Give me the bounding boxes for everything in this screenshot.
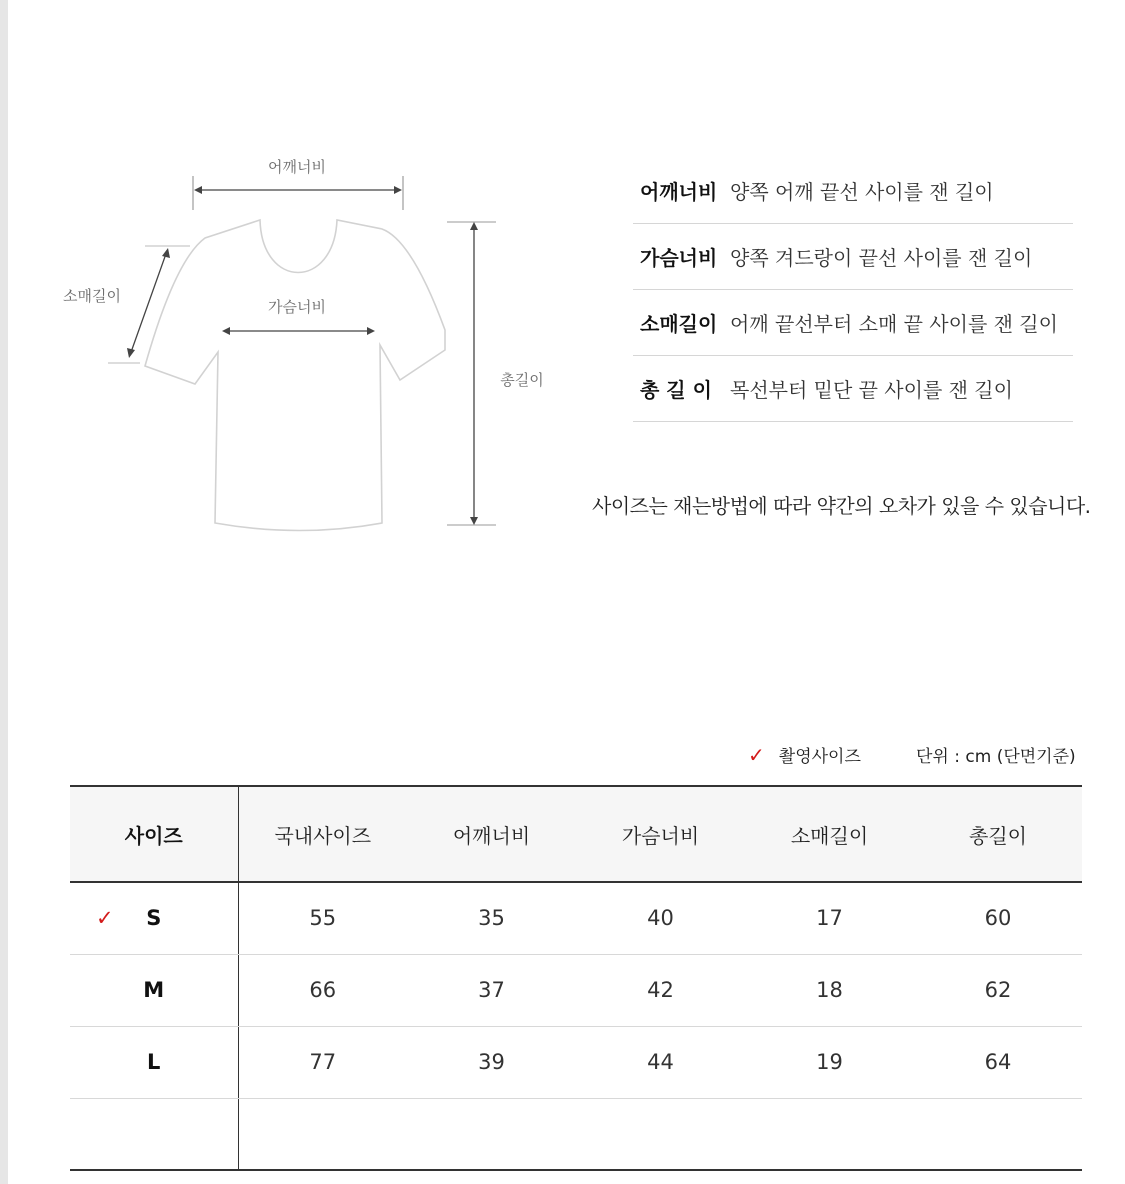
- definition-term: 총 길 이: [640, 378, 712, 402]
- definition-description: 어깨 끝선부터 소매 끝 사이를 잰 길이: [730, 312, 1058, 336]
- sleeve-arrow-top: [162, 248, 170, 258]
- domestic-size-cell: 66: [238, 954, 407, 1026]
- length-cell: [914, 1098, 1082, 1170]
- definition-term: 가슴너비: [640, 246, 718, 270]
- tshirt-measurement-diagram: [0, 0, 600, 560]
- length-arrow-bottom: [470, 517, 478, 525]
- size-cell: [70, 1026, 238, 1098]
- shoulder-arrow-left: [194, 186, 202, 194]
- photo-size-label: 촬영사이즈: [778, 747, 861, 767]
- definition-term: 소매길이: [640, 312, 718, 336]
- check-icon: ✓: [748, 742, 765, 767]
- shoulder-cell: 37: [407, 954, 576, 1026]
- sleeve-arrow-bottom: [127, 348, 135, 358]
- shoulder-arrow-right: [394, 186, 402, 194]
- length-cell: 60: [914, 882, 1082, 954]
- definition-description: 양쪽 겨드랑이 끝선 사이를 잰 길이: [730, 246, 1033, 270]
- size-table: [70, 785, 1082, 1171]
- header-size: 사이즈: [70, 786, 238, 882]
- chest-width-label: 가슴너비: [268, 298, 326, 316]
- definition-description: 목선부터 밑단 끝 사이를 잰 길이: [730, 378, 1013, 402]
- size-cell: [70, 954, 238, 1026]
- shoulder-cell: [407, 1098, 576, 1170]
- table-row: [70, 954, 1082, 1026]
- tshirt-outline: [145, 220, 445, 531]
- table-row: [70, 1026, 1082, 1098]
- sleeve-cell: 18: [745, 954, 914, 1026]
- length-cell: 62: [914, 954, 1082, 1026]
- sleeve-cell: 17: [745, 882, 914, 954]
- header-length: 총길이: [914, 786, 1082, 882]
- check-icon: ✓: [96, 906, 114, 931]
- sleeve-cell: [745, 1098, 914, 1170]
- table-row: [70, 1098, 1082, 1170]
- sleeve-length-line: [130, 251, 167, 355]
- table-row: [70, 882, 1082, 954]
- chest-cell: 44: [576, 1026, 745, 1098]
- length-arrow-top: [470, 222, 478, 230]
- chest-arrow-left: [222, 327, 230, 335]
- domestic-size-cell: 55: [238, 882, 407, 954]
- measurement-definitions: [633, 158, 1073, 422]
- shoulder-cell: 35: [407, 882, 576, 954]
- size-cell: [70, 882, 238, 954]
- size-value: M: [143, 978, 165, 1002]
- size-value: S: [146, 906, 162, 931]
- definition-row: [633, 290, 1073, 356]
- chest-cell: 42: [576, 954, 745, 1026]
- shoulder-cell: 39: [407, 1026, 576, 1098]
- shoulder-width-label: 어깨너비: [268, 158, 326, 176]
- chest-arrow-right: [367, 327, 375, 335]
- table-header-row: [70, 786, 1082, 882]
- definition-term: 어깨너비: [640, 180, 718, 204]
- header-chest: 가슴너비: [576, 786, 745, 882]
- domestic-size-cell: [238, 1098, 407, 1170]
- length-cell: 64: [914, 1026, 1082, 1098]
- definition-row: [633, 224, 1073, 290]
- total-length-label: 총길이: [500, 371, 544, 389]
- domestic-size-cell: 77: [238, 1026, 407, 1098]
- unit-label: 단위 : cm (단면기준): [916, 747, 1076, 767]
- photo-size-legend: [748, 742, 861, 767]
- chest-cell: 40: [576, 882, 745, 954]
- definition-row: [633, 356, 1073, 422]
- sleeve-cell: 19: [745, 1026, 914, 1098]
- header-domestic-size: 국내사이즈: [238, 786, 407, 882]
- header-shoulder: 어깨너비: [407, 786, 576, 882]
- definition-row: [633, 158, 1073, 224]
- size-cell: [70, 1098, 238, 1170]
- definition-description: 양쪽 어깨 끝선 사이를 잰 길이: [730, 180, 994, 204]
- size-value: L: [147, 1050, 161, 1074]
- sleeve-length-label: 소매길이: [63, 287, 121, 305]
- header-sleeve: 소매길이: [745, 786, 914, 882]
- chest-cell: [576, 1098, 745, 1170]
- measurement-note: 사이즈는 재는방법에 따라 약간의 오차가 있을 수 있습니다.: [592, 494, 1091, 518]
